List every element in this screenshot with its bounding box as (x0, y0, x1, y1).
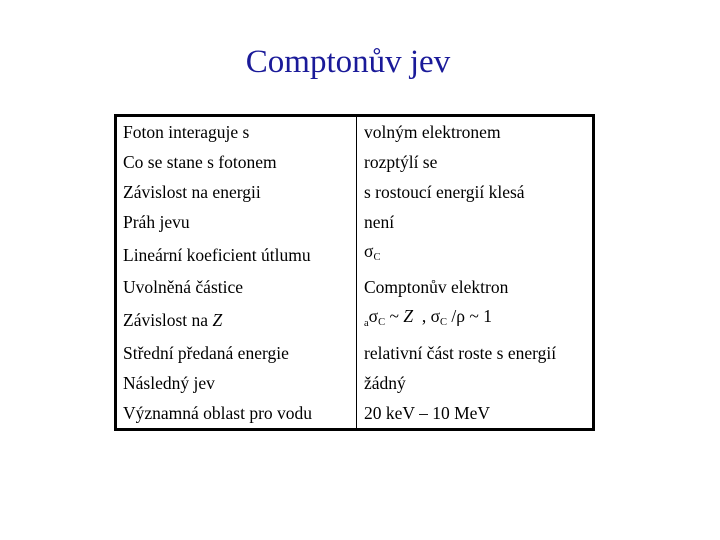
pre-subscript-a: a (364, 318, 369, 329)
table-row (116, 237, 594, 272)
row-value: relativní část roste s energií (357, 338, 594, 368)
sigma-symbol: σ (364, 241, 374, 261)
row-label: Závislost na energii (116, 177, 357, 207)
slash: / (447, 306, 457, 326)
row-value-formula (357, 302, 594, 338)
variable-z: Z (212, 310, 223, 330)
row-label: Foton interaguje s (116, 116, 357, 148)
separator: , (413, 306, 431, 326)
row-value: 20 keV – 10 MeV (357, 398, 594, 430)
row-value: není (357, 207, 594, 237)
subscript-c: C (378, 317, 386, 328)
row-label: Následný jev (116, 368, 357, 398)
row-label: Co se stane s fotonem (116, 147, 357, 177)
tilde: ~ (385, 306, 404, 326)
row-value: Comptonův elektron (357, 272, 594, 302)
table-row (116, 398, 594, 430)
row-value: s rostoucí energií klesá (357, 177, 594, 207)
row-label: Střední předaná energie (116, 338, 357, 368)
subscript-c: C (373, 252, 381, 263)
sigma-symbol: σ (430, 306, 441, 326)
sigma-symbol: σ (368, 306, 379, 326)
row-label: Práh jevu (116, 207, 357, 237)
row-value: rozptýlí se (357, 147, 594, 177)
subscript-c: C (440, 317, 448, 328)
row-label: Uvolněná částice (116, 272, 357, 302)
label-prefix: Závislost na (123, 310, 213, 330)
row-label: Lineární koeficient útlumu (116, 237, 357, 272)
table-row (116, 338, 594, 368)
table-row (116, 302, 594, 338)
table-row (116, 116, 594, 148)
slide-title: Comptonův jev (245, 44, 451, 80)
row-value-sigma-c (357, 237, 594, 272)
table-row (116, 272, 594, 302)
table-row (116, 147, 594, 177)
rho-symbol: ρ (456, 306, 466, 326)
compton-properties-table (114, 114, 595, 431)
row-label: Významná oblast pro vodu (116, 398, 357, 430)
table-row (116, 368, 594, 398)
row-value: volným elektronem (357, 116, 594, 148)
table-row (116, 177, 594, 207)
variable-z: Z (403, 306, 414, 326)
row-label-z-dependence (116, 302, 357, 338)
tilde-one: ~ 1 (465, 306, 492, 326)
row-value: žádný (357, 368, 594, 398)
table-row (116, 207, 594, 237)
